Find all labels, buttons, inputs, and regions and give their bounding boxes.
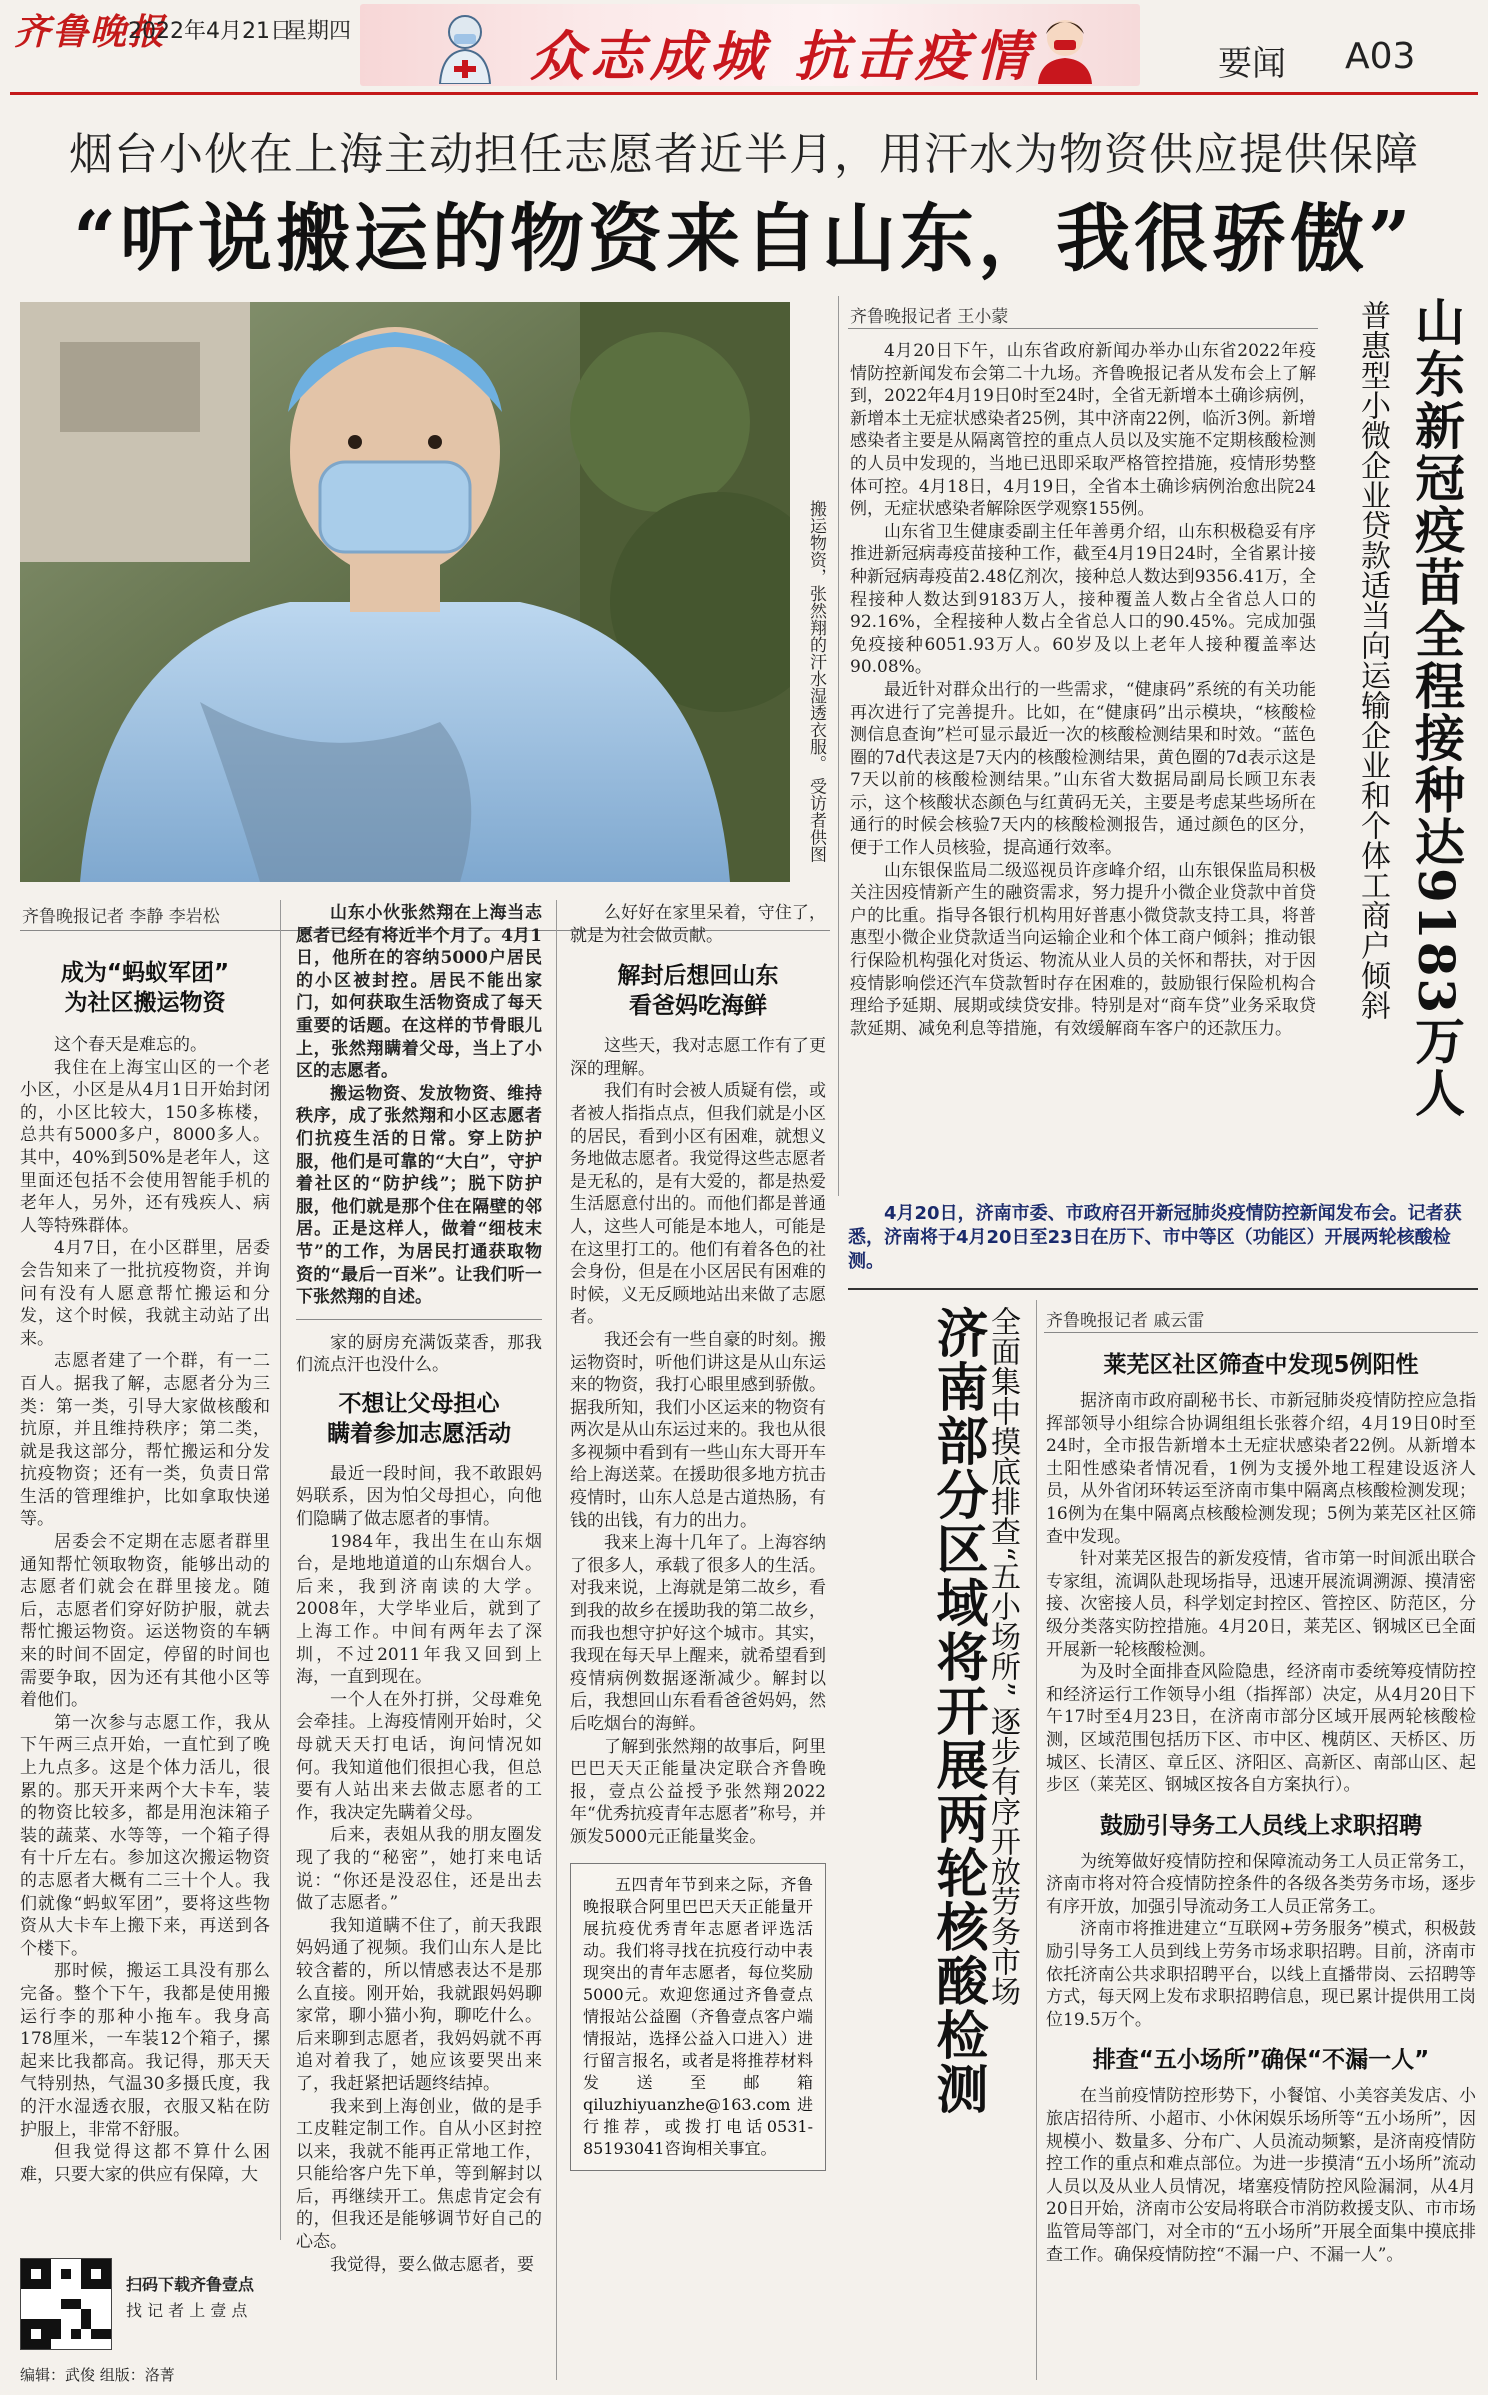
paragraph: 么好好在家里呆着，守住了，就是为社会做贡献。: [570, 903, 826, 946]
volunteer-photo-illustration: [20, 302, 790, 882]
col3-body: [570, 1035, 826, 1848]
intro-rule: [296, 1319, 542, 1320]
qr-caption-2: 找 记 者 上 壹 点: [126, 2301, 248, 2320]
paragraph: 我住在上海宝山区的一个老小区，小区是从4月1日开始封闭的，小区比较大，150多栋楼，总共有5000多户，8000多人。其中，40%到50%是老年人，这里面还包括不会使用智能手机的老年人，另外，还有残疾人、病人等特殊群体。: [20, 1057, 270, 1236]
issue-weekday: 星期四: [285, 19, 352, 44]
paragraph: 后来，表姐从我的朋友圈发现了我的“秘密”，她打来电话说：“你还是没忍住，还是出去做了志愿者。”: [296, 1825, 542, 1914]
photo-caption: 搬运物资，张然翔的汗水湿透衣服。 受访者供图: [806, 500, 826, 863]
paragraph: 山东银保监局二级巡视员许彦峰介绍，山东银保监局积极关注因疫情新产生的融资需求，努力提升小微企业贷款中首贷户的比重。指导各银行机构用好普惠小微贷款支持工具，将普惠型小微企业贷款适当向运输企业和个体工商户倾斜；推动银行保险机构强化对货运、物流从业人员的关怀和帮扶，对于因疫情影响偿还汽车贷款暂时存在困难的，鼓励银行保险机构合理给予延期、展期或续贷安排。特别是对“商车贷”业务采取贷款延期、减免利息等措施，有效缓解商车客户的还款压力。: [850, 860, 1316, 1039]
col2-intro: [296, 902, 542, 1309]
col1-subhead: 成为“蚂蚁军团” 为社区搬运物资: [60, 960, 230, 1016]
campaign-slogan: 众志成城 抗击疫情: [530, 24, 1035, 86]
lead-byline: 齐鲁晚报记者 李静 李岩松: [22, 907, 220, 927]
col2-continued: [296, 1332, 542, 1377]
paragraph: 为统筹做好疫情防控和保障流动务工人员正常务工，济南市将对符合疫情防控条件的各级各类劳务市场，逐步有序开放，加强引导流动务工人员正常务工。: [1046, 1851, 1476, 1917]
jinan-body: [1046, 1346, 1476, 2266]
lead-column-3: [570, 902, 826, 2171]
issue-date: 2022年4月21日: [128, 19, 292, 44]
paragraph: 为及时全面排查风险隐患，经济南市委统筹疫情防控和经济运行工作领导小组（指挥部）决定，从4月20日下午17时至4月23日，在济南市部分区域开展两轮核酸检测，区域范围包括历下区、市中区、槐荫区、天桥区、历城区、长清区、章丘区、济阳区、高新区、南部山区、起步区（莱芜区、钢城区按各自方案执行）。: [1046, 1662, 1476, 1796]
paragraph: 4月20日下午，山东省政府新闻办举办山东省2022年疫情防控新闻发布会第二十九场。齐鲁晚报记者从发布会上了解到，2022年4月19日0时至24时，全省无新增本土确诊病例，新增本土无症状感染者25例，其中济南22例，临沂3例。新增感染者主要是从隔离管控的重点人员以及实施不定期核酸检测的人员中发现的，当地已迅即采取严格管控措施，疫情形势整体可控。4月18日，4月19日，全省本土确诊病例治愈出院24例，无症状感染者解除医学观察155例。: [850, 341, 1316, 520]
paragraph: 这个春天是难忘的。: [54, 1035, 207, 1055]
newspaper-logo: 齐鲁晚报: [14, 11, 167, 53]
editor-line: 编辑：武俊 组版：洛菁: [20, 2366, 175, 2384]
paragraph: 山东小伙张然翔在上海当志愿者已经有将近半个月了。4月1日，他所在的容纳5000户居民的小区被封控。居民不能出家门，如何获取生活物资成了每天重要的话题。在这样的节骨眼儿上，张然翔瞒着父母，当上了小区的志愿者。: [296, 903, 542, 1082]
column-divider: [1036, 1300, 1037, 2380]
campaign-banner: [360, 4, 1140, 86]
jinan-sub2: 鼓励引导务工人员线上求职招聘: [1100, 1812, 1422, 1839]
jinan-rule: [848, 1288, 1478, 1290]
paragraph: 济南市将推进建立“互联网+劳务服务”模式，积极鼓励引导务工人员到线上劳务市场求职招聘。目前，济南市依托济南公共求职招聘平台，以线上直播带岗、云招聘等方式，每天网上发布求职招聘信息，现已累计提供用工岗位19.5万个。: [1046, 1919, 1476, 2030]
medical-worker-illustration: [420, 8, 510, 84]
vaccine-byline: 齐鲁晚报记者 王小蒙: [850, 307, 1009, 327]
byline-rule: [1044, 1332, 1478, 1333]
jinan-byline: 齐鲁晚报记者 戚云雷: [1046, 1311, 1205, 1331]
jinan-vertical-subhead: 全面集中摸底排查“五小场所” 逐步有序开放劳务市场: [985, 1306, 1020, 2007]
paragraph: 我来上海十几年了。上海容纳了很多人，承载了很多人的生活。对我来说，上海就是第二故乡，看到我的故乡在援助我的第二故乡，而我也想守护好这个城市。其实，我现在每天早上醒来，就希望看到疫情病例数据逐渐减少。解封以后，我想回山东看看爸爸妈妈，然后吃烟台的海鲜。: [570, 1533, 826, 1734]
byline-rule: [848, 328, 1318, 329]
jinan-vertical-headline: 济南部分区域将开展两轮核酸检测: [927, 1306, 988, 2116]
paragraph: 我还会有一些自豪的时刻。搬运物资时，听他们讲这是从山东运来的物资，我打心眼里感到骄傲。据我所知，我们小区运来的物资有两次是从山东运过来的。我也从很多视频中看到有一些山东大哥开车给上海送菜。在援助很多地方抗击疫情时，山东人总是古道热肠，有钱的出钱，有力的出力。: [570, 1329, 826, 1531]
paragraph: 搬运物资、发放物资、维持秩序，成了张然翔和小区志愿者们抗疫生活的日常。穿上防护服，他们是可靠的“大白”，守护着社区的“防护线”；脱下防护服，他们就是那个住在隔壁的邻居。正是这样人，做着“细枝末节”的工作，为居民打通获取物资的“最后一百米”。让我们听一下张然翔的自述。: [296, 1083, 542, 1308]
column-divider: [556, 900, 557, 2380]
jinan-photo-note: 4月20日，济南市委、市政府召开新冠肺炎疫情防控新闻发布会。记者获悉，济南将于4月20日至23日在历下、市中等区（功能区）开展两轮核酸检测。: [848, 1203, 1462, 1272]
qr-code-icon: [21, 2259, 111, 2349]
paragraph: 但我觉得这都不算什么困难，只要大家的供应有保障，大: [20, 2142, 270, 2185]
paragraph: 我们有时会被人质疑有偿，或者被人指指点点，但我们就是小区的居民，看到小区有困难，就想义务地做志愿者。我觉得这些志愿者是无私的，是有大爱的，都是热爱生活愿意付出的。而他们都是普通人，这些人可能是本地人，可能是在这里打工的。他们有着各色的社会身份，但是在小区居民有困难的时候，义无反顾地站出来做了志愿者。: [570, 1081, 826, 1328]
lead-headline: “听说搬运的物资来自山东，我很骄傲”: [73, 196, 1415, 282]
paragraph: 针对莱芜区报告的新发疫情，省市第一时间派出联合专家组，流调队赴现场指导，迅速开展流调溯源、摸清密接、次密接人员，科学划定封控区、管控区、防范区，分级分类落实防控措施。4月20日，莱芜区、钢城区已全面开展新一轮核酸检测。: [1046, 1549, 1476, 1660]
vaccine-vertical-subhead: 普惠型小微企业贷款适当向运输企业和个体工商户倾斜: [1355, 300, 1390, 1020]
paragraph: 了解到张然翔的故事后，阿里巴巴天天正能量决定联合齐鲁晚报，壹点公益授予张然翔2022年“优秀抗疫青年志愿者”称号，并颁发5000元正能量奖金。: [570, 1736, 826, 1847]
paragraph: 在当前疫情防控形势下，小餐馆、小美容美发店、小旅店招待所、小超市、小休闲娱乐场所等“五小场所”，因规模小、数量多、分布广、人员流动频繁，是济南疫情防控工作的重点和难点部位。为进一步摸清“五小场所”流动人员以及从业人员情况，堵塞疫情防控风险漏洞，从4月20日开始，济南市公安局将联合市消防救援支队、市市场监管局等部门，对全市的“五小场所”开展全面集中摸底排查工作。确保疫情防控“不漏一户、不漏一人”。: [1046, 2086, 1476, 2265]
lead-column-1: [20, 958, 270, 2186]
paragraph: 据济南市政府副秘书长、市新冠肺炎疫情防控应急指挥部领导小组综合协调组组长张蓉介绍，4月19日0时至24时，全市报告新增本土无症状感染者22例。从新增本土阳性感染者情况看，1例为支援外地工程建设返济人员，从外省闭环转运至济南市集中隔离点核酸检测发现；16例为在集中隔离点核酸检测发现；5例为莱芜区社区筛查中发现。: [1046, 1391, 1476, 1547]
column-divider: [280, 900, 281, 2240]
qr-caption-1: 扫码下载齐鲁壹点: [126, 2275, 255, 2294]
paragraph: 第一次参与志愿工作，我从下午两三点开始，一直忙到了晚上九点多。这是个体力活儿，很累的。那天开来两个大卡车，装的物资比较多，都是用泡沫箱子装的蔬菜、水等等，一个箱子得有十斤左右。参加这次搬运物资的志愿者大概有二三十个人。我们就像“蚂蚁军团”，要将这些物资从大卡车上搬下来，再送到各个楼下。: [20, 1712, 270, 1959]
paragraph: 志愿者建了一个群，有一二百人。据我了解，志愿者分为三类：第一类，引导大家做核酸和抗原，并且维持秩序；第二类，就是我这部分，帮忙搬运和分发抗疫物资；还有一类，负责日常生活的管理维护，比如拿取快递等。: [20, 1351, 270, 1530]
paragraph: 居委会不定期在志愿者群里通知帮忙领取物资，能够出动的志愿者们就会在群里接龙。随后，志愿者们穿好防护服，就去帮忙搬运物资。运送物资的车辆来的时间不固定，停留的时间也需要争取，因为还有其他小区等着他们。: [20, 1532, 270, 1711]
paragraph: 最近一段时间，我不敢跟妈妈联系，因为怕父母担心，向他们隐瞒了做志愿者的事情。: [296, 1463, 542, 1530]
qr-code[interactable]: [20, 2258, 112, 2350]
lead-kicker: 烟台小伙在上海主动担任志愿者近半月，用汗水为物资供应提供保障: [69, 129, 1419, 180]
col2-body: [296, 1463, 542, 2276]
paragraph: 我来到上海创业，做的是手工皮鞋定制工作。自从小区封控以来，我就不能再正常地工作，只能给客户先下单，等到解封以后，再继续开工。焦虑肯定会有的，但我还是能够调节好自己的心态。: [296, 2096, 542, 2253]
paragraph: 1984年，我出生在山东烟台，是地地道道的山东烟台人。后来，我到济南读的大学。2008年，大学毕业后，就到了上海工作。中间有两年去了深圳，不过2011年我又回到上海，一直到现在。: [296, 1531, 542, 1688]
paragraph: 4月7日，在小区群里，居委会告知来了一批抗疫物资，并询问有没有人愿意帮忙搬运和分发，这个时候，我就主动站了出来。: [20, 1238, 270, 1349]
jinan-sub1: 莱芜区社区筛查中发现5例阳性: [1103, 1352, 1419, 1378]
masthead-rule: [10, 92, 1478, 95]
paragraph: 那时候，搬运工具没有那么完备。整个下午，我都是使用搬运行李的那种小拖车。我身高178厘米，一车装12个箱子，摞起来比我都高。我记得，那天天气特别热，气温30多摄氏度，我的汗水湿透衣服，衣服又粘在防护服上，非常不舒服。: [20, 1961, 270, 2140]
col1-body: [20, 1034, 270, 2186]
vaccine-body: [850, 340, 1316, 1040]
call-for-nominations-box: [570, 1863, 826, 2171]
jinan-sub3: 排查“五小场所”确保“不漏一人”: [1092, 2047, 1430, 2074]
paragraph: 我觉得，要么做志愿者，要: [330, 2254, 534, 2275]
page-number: A03: [1345, 36, 1416, 77]
col3-subhead: 解封后想回山东 看爸妈吃海鲜: [617, 963, 779, 1020]
lead-column-2: [296, 902, 542, 2276]
paragraph: 家的厨房充满饭菜香，那我们流点汗也没什么。: [296, 1332, 542, 1376]
paragraph: 最近针对群众出行的一些需求，“健康码”系统的有关功能再次进行了完善提升。比如，在“健康码”出示模块，“核酸检测信息查询”栏可显示最近一次的核酸检测结果和时效。“蓝色圈的7d代表这是7天内的核酸检测结果，黄色圈的7d表示这是7天以前的核酸检测结果。”山东省大数据局副局长顾卫东表示，这个核酸状态颜色与红黄码无关，主要是考虑某些场所在通行的时候会核验7天内的核酸检测报告，通过颜色的区分，便于工作人员核验，提高通行效率。: [850, 679, 1316, 859]
paragraph: 山东省卫生健康委副主任年善勇介绍，山东积极稳妥有序推进新冠病毒疫苗接种工作，截至4月19日24时，全省累计接种新冠病毒疫苗2.48亿剂次，接种总人数达到9356.41万，全程接种人数达到9183万人，接种覆盖人数占全省总人口的92.16%，全程接种人数占全省总人口的90.45%。完成加强免疫接种6051.93万人。60岁及以上老年人接种覆盖率达90.08%。: [850, 521, 1316, 678]
paragraph: 一个人在外打拼，父母难免会牵挂。上海疫情刚开始时，父母就天天打电话，询问情况如何。我知道他们很担心我，但总要有人站出来去做志愿者的工作，我决定先瞒着父母。: [296, 1689, 542, 1823]
vaccine-vertical-headline: 山东新冠疫苗全程接种达9183万人: [1407, 296, 1466, 1120]
child-illustration: [1010, 10, 1120, 84]
paragraph: 五四青年节到来之际，齐鲁晚报联合阿里巴巴天天正能量开展抗疫优秀青年志愿者评选活动。我们将寻找在抗疫行动中表现突出的青年志愿者，每位奖励5000元。欢迎您通过齐鲁壹点情报站公益圈（齐鲁壹点客户端情报站，选择公益入口进入）进行留言报名，或者是将推荐材料发送至邮箱qiluzhiyuanzhe@163.com进行推荐，或拨打电话0531-85193041咨询相关事宜。: [583, 1874, 813, 2158]
col3-top: [570, 902, 826, 947]
col2-subhead: 不想让父母担心 瞒着参加志愿活动: [327, 1390, 511, 1447]
paragraph: 我知道瞒不住了，前天我跟妈妈通了视频。我们山东人是比较含蓄的，所以情感表达不是那么直接。刚开始，我就跟妈妈聊家常，聊小猫小狗，聊吃什么。后来聊到志愿者，我妈妈就不再追对着我了，她应该要哭出来了，我赶紧把话题终结掉。: [296, 1915, 542, 2094]
paragraph: 这些天，我对志愿工作有了更深的理解。: [570, 1036, 826, 1079]
section-name: 要闻: [1218, 44, 1286, 84]
section-divider: [838, 296, 839, 1196]
volunteer-photo: [20, 302, 790, 882]
